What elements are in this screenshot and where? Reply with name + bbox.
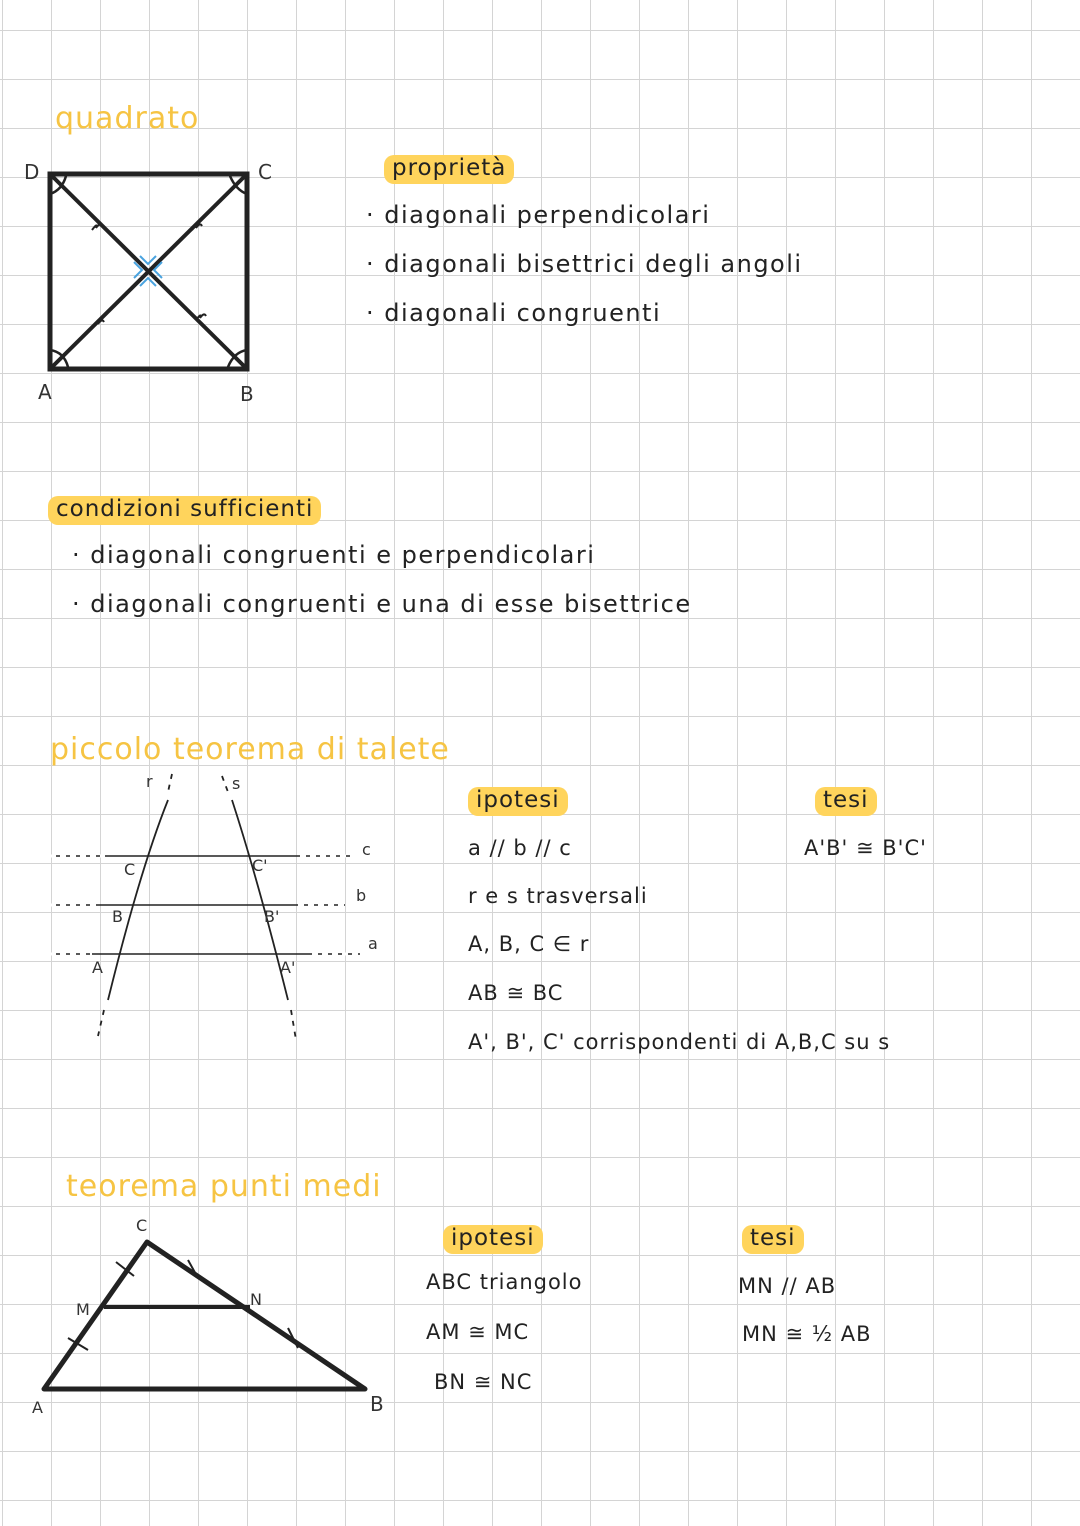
label-point-b: B xyxy=(112,907,123,926)
label-point-b-prime: B' xyxy=(264,907,280,926)
label-point-c-prime: C' xyxy=(252,856,268,875)
property-item: · diagonali bisettrici degli angoli xyxy=(366,250,803,278)
thales-hypothesis-item: AB ≅ BC xyxy=(468,981,564,1005)
thales-hypothesis-item: r e s trasversali xyxy=(468,884,648,908)
label-s: s xyxy=(232,774,241,793)
condition-text: diagonali congruenti e una di esse bisettrice xyxy=(90,590,692,618)
label-line-a: a xyxy=(368,934,378,953)
thales-thesis-item: A'B' ≅ B'C' xyxy=(804,836,927,860)
midpoint-title: teorema punti medi xyxy=(66,1169,382,1204)
property-text: diagonali bisettrici degli angoli xyxy=(384,250,803,278)
midpoint-thesis-heading: tesi xyxy=(742,1225,804,1254)
vertex-label-d: D xyxy=(24,160,40,184)
condition-item: · diagonali congruenti e una di esse bisettrice xyxy=(72,590,692,618)
condition-item: · diagonali congruenti e perpendicolari xyxy=(72,541,596,569)
properties-heading: proprietà xyxy=(384,155,514,184)
label-point-a-prime: A' xyxy=(280,958,296,977)
thales-hypothesis-item: A', B', C' corrispondenti di A,B,C su s xyxy=(468,1030,891,1054)
triangle-label-m: M xyxy=(76,1300,90,1319)
midpoint-hypothesis-item: BN ≅ NC xyxy=(434,1370,533,1394)
property-text: diagonali congruenti xyxy=(384,299,662,327)
thales-hypothesis-heading: ipotesi xyxy=(468,787,568,816)
triangle-label-c: C xyxy=(136,1216,148,1235)
label-line-c: c xyxy=(362,840,371,859)
midpoint-hypothesis-item: AM ≅ MC xyxy=(426,1320,530,1344)
triangle-label-a: A xyxy=(32,1398,43,1417)
thales-hypothesis-item: a // b // c xyxy=(468,836,572,860)
label-point-c: C xyxy=(124,860,136,879)
midpoint-thesis-item: MN ≅ ½ AB xyxy=(742,1322,872,1346)
triangle-label-b: B xyxy=(370,1392,384,1416)
label-line-b: b xyxy=(356,886,367,905)
triangle-label-n: N xyxy=(250,1290,262,1309)
midpoint-thesis-item: MN // AB xyxy=(738,1274,837,1298)
label-r: r xyxy=(146,772,153,791)
thales-title: piccolo teorema di talete xyxy=(50,732,450,767)
conditions-heading: condizioni sufficienti xyxy=(48,496,321,525)
thales-thesis-heading: tesi xyxy=(815,787,877,816)
midpoint-hypothesis-heading: ipotesi xyxy=(443,1225,543,1254)
square-title: quadrato xyxy=(55,101,200,136)
triangle-abc xyxy=(44,1242,365,1389)
midpoint-hypothesis-item: ABC triangolo xyxy=(426,1270,583,1294)
vertex-label-b: B xyxy=(240,382,254,406)
property-item: · diagonali perpendicolari xyxy=(366,201,711,229)
thales-hypothesis-item: A, B, C ∈ r xyxy=(468,932,590,956)
condition-text: diagonali congruenti e perpendicolari xyxy=(90,541,596,569)
property-text: diagonali perpendicolari xyxy=(384,201,711,229)
property-item: · diagonali congruenti xyxy=(366,299,662,327)
vertex-label-c: C xyxy=(258,160,272,184)
vertex-label-a: A xyxy=(38,380,52,404)
label-point-a: A xyxy=(92,958,103,977)
